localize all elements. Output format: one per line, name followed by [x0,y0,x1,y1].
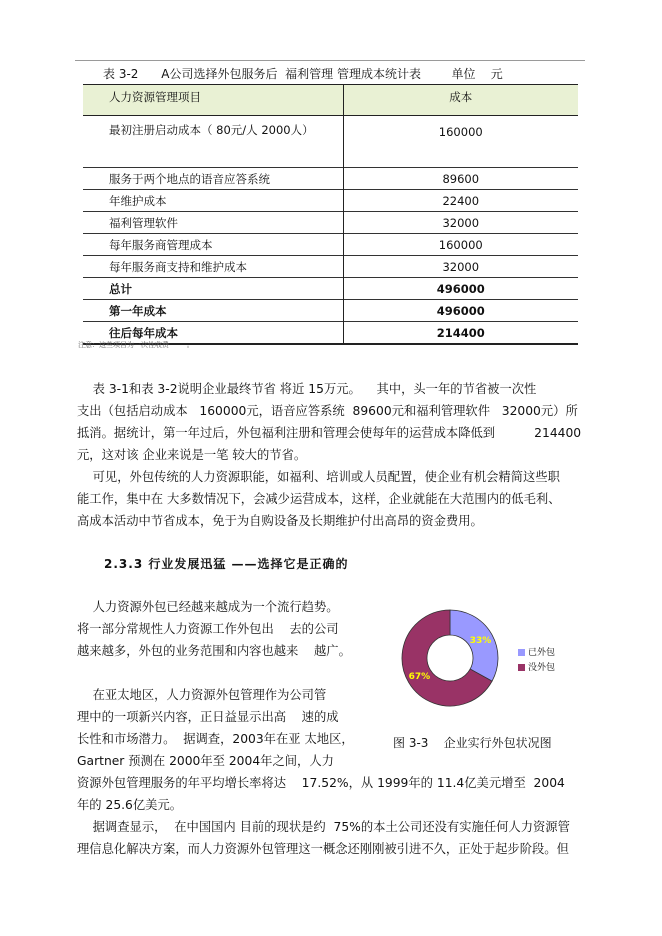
table-row [83,234,578,256]
cost-table [83,84,578,345]
top-rule [75,60,585,61]
table-header-row [83,85,578,116]
legend-swatch [518,649,525,656]
column-header-item: 人力资源管理项目 [83,85,343,116]
cost-cell: 89600 [343,168,578,190]
item-cell: 总计 [83,278,343,300]
paragraph-line: 资源外包管理服务的年平均增长率将达 17.52%，从 1999年的 11.4亿美元增至 2004 [77,776,565,790]
paragraph-line: 理信息化解决方案，而人力资源外包管理这一概念还刚刚被引进不久，正处于起步阶段。但 [77,842,569,856]
legend-label: 没外包 [528,663,556,673]
table-note: 注意：这些项目为一次性收费 。 [78,341,194,349]
column-header-cost: 成本 [343,85,578,116]
table-row [83,212,578,234]
item-cell: 福利管理软件 [83,212,343,234]
paragraph-line: 高成本活动中节省成本，免于为自购设备及长期维护付出高昂的资金费用。 [77,514,483,528]
paragraph-line: 可见，外包传统的人力资源职能，如福利、培训或人员配置，使企业有机会精简这些职 [77,470,560,484]
table-caption: 表 3-2 A公司选择外包服务后 福利管理 管理成本统计表 单位 元 [103,67,503,81]
paragraph-line: 越来越多，外包的业务范围和内容也越来 越广。 [77,644,351,658]
item-cell: 每年服务商管理成本 [83,234,343,256]
cost-cell: 214400 [343,322,578,345]
paragraph-line: 表 3-1和表 3-2说明企业最终节省 将近 15万元。 其中，头一年的节省被一次性 [77,382,537,396]
table-row-first-year [83,300,578,322]
paragraph-line: 年的 25.6亿美元。 [77,798,183,812]
paragraph-line: 能工作，集中在 大多数情况下，会减少运营成本，这样，企业就能在大范围内的低毛利、 [77,492,561,506]
item-cell: 最初注册启动成本（ 80元/人 2000人） [83,116,343,168]
paragraph-line: Gartner 预测在 2000年至 2004年之间，人力 [77,754,334,768]
legend-label: 已外包 [528,648,556,658]
paragraph-line: 人力资源外包已经越来越成为一个流行趋势。 [77,600,339,614]
paragraph-line: 理中的一项新兴内容，正日益显示出高 速的成 [77,710,339,724]
cost-cell: 160000 [343,234,578,256]
outsourcing-doughnut-chart [380,598,520,728]
item-cell: 每年服务商支持和维护成本 [83,256,343,278]
legend-swatch [518,664,525,671]
paragraph-line: 将一部分常规性人力资源工作外包出 去的公司 [77,622,339,636]
legend-item-not-outsourced [518,662,555,674]
cost-cell: 160000 [438,125,483,139]
item-cell: 年维护成本 [83,190,343,212]
table-row [83,256,578,278]
item-cell: 往后每年成本 [83,322,343,345]
data-label: 33% [469,635,492,646]
paragraph-line: 支出（包括启动成本 160000元，语音应答系统 89600元和福利管理软件 32000元）所 [77,404,578,418]
item-cell: 服务于两个地点的语音应答系统 [83,168,343,190]
paragraph-line: 长性和市场潜力。 据调查，2003年在亚 太地区， [77,732,354,746]
item-cell: 第一年成本 [83,300,343,322]
paragraph-line: 据调查显示， 在中国国内 目前的现状是约 75%的本土公司还没有实施任何人力资源管 [77,820,570,834]
data-label: 67% [408,672,431,683]
cost-cell: 496000 [343,278,578,300]
legend-item-outsourced [518,647,555,659]
paragraph-line: 元，这对该 企业来说是一笔 较大的节省。 [77,448,307,462]
cost-cell: 496000 [343,300,578,322]
table-row [83,190,578,212]
table-row [83,116,578,168]
paragraph-line: 抵消。据统计，第一年过后，外包福利注册和管理会使每年的运营成本降低到 214400 [77,426,582,440]
section-heading: 2.3.3 行业发展迅猛 ——选择它是正确的 [104,557,349,571]
cost-cell: 32000 [343,212,578,234]
figure-caption: 图 3-3 企业实行外包状况图 [393,736,552,750]
cost-cell: 32000 [343,256,578,278]
cost-cell: 22400 [343,190,578,212]
paragraph-line: 在亚太地区，人力资源外包管理作为公司管 [77,688,327,702]
table-row-total [83,278,578,300]
table-row [83,168,578,190]
